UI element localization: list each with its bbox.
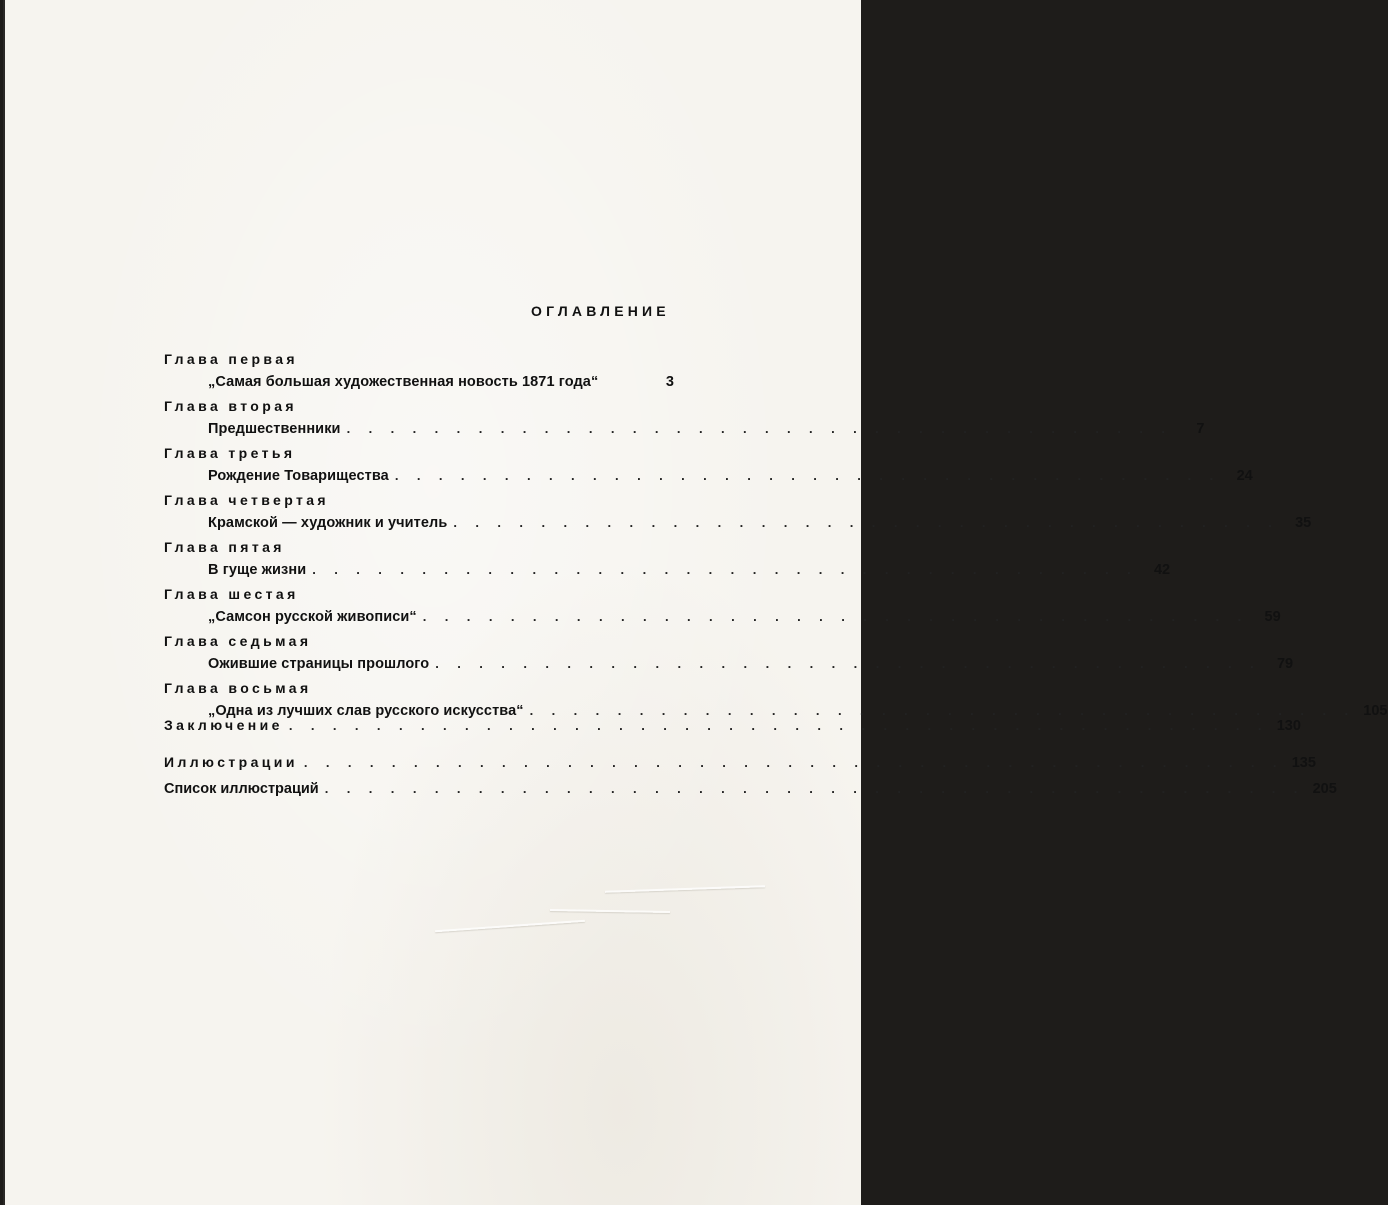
chapter-label: Глава пятая: [164, 539, 285, 555]
page-number: 205: [1312, 781, 1337, 797]
page-number: 130: [1276, 718, 1301, 734]
chapter-label: Глава первая: [164, 351, 298, 367]
page-number: 3: [665, 374, 674, 390]
toc-entry-illustrations[interactable]: [164, 754, 1316, 777]
toc-title: ОГЛАВЛЕНИЕ: [531, 303, 670, 319]
book-page: [3, 0, 1388, 1205]
toc-entry[interactable]: [208, 562, 1171, 578]
chapter-title: Крамской — художник и учитель: [208, 515, 448, 531]
leader-dots: . . . . . . . . . . . . . . . . . . . . . . . . . . . . . . . . . . . . . .: [422, 609, 1249, 624]
paper-scratch: [550, 909, 670, 913]
page-number: 7: [1196, 421, 1205, 437]
toc-entry[interactable]: [208, 468, 1253, 484]
leader-dots: . . . . . . . . . . . . . . . . . . . . . . . . . . . . . . . . . . . . . .: [346, 421, 1173, 436]
toc-entry[interactable]: [208, 421, 1205, 437]
toc-entry-conclusion[interactable]: [164, 717, 1301, 740]
page-number: 24: [1236, 468, 1253, 484]
conclusion-title: Заключение: [164, 717, 283, 733]
leader-dots: . . . . . . . . . . . . . . . . . . . . . . . . . . . . . . . . . . . . . .: [453, 515, 1280, 530]
page-number: 35: [1295, 515, 1312, 531]
toc-chapter-6: [164, 586, 1281, 633]
toc-chapter-2: [164, 398, 1205, 445]
leader-dots: . . . . . . . . . . . . . . . . . . . . . . . . . . . . . . . . . . . . . .: [529, 703, 1356, 718]
page-number: 79: [1276, 656, 1294, 672]
paper-scratch: [605, 885, 765, 893]
toc-entry[interactable]: [208, 374, 674, 390]
toc-chapter-5: [164, 539, 1171, 586]
chapter-title: Рождение Товарищества: [208, 468, 389, 484]
chapter-title: „Самсон русской живописи“: [208, 609, 417, 625]
page-number: 42: [1153, 562, 1171, 578]
chapter-label: Глава восьмая: [164, 680, 312, 696]
page-number: 135: [1291, 755, 1316, 771]
toc-chapter-7: [164, 633, 1294, 680]
leader-dots: . . . . . . . . . . . . . . . . . . . . . . . . . . . . . . . . . . . . . . . . . . . . .: [303, 755, 1284, 770]
toc-entry[interactable]: [208, 515, 1312, 531]
chapter-title: В гуще жизни: [208, 562, 307, 578]
leader-dots: . . . . . . . . . . . . . . . . . . . . . . . . . . . . . . . . . . . . . .: [435, 656, 1262, 671]
chapter-label: Глава шестая: [164, 586, 299, 602]
chapter-title: Предшественники: [208, 421, 341, 437]
leader-dots: . . . . . . . . . . . . . . . . . . . . . . . . . . . . . . . . . . . . . . . . . . . . .: [324, 781, 1305, 796]
toc-entry[interactable]: [208, 609, 1281, 625]
toc-entry-illustrations-list[interactable]: [164, 781, 1337, 804]
chapter-title: „Самая большая художественная новость 1871 года“: [208, 374, 599, 390]
illustrations-title: Иллюстрации: [164, 754, 298, 770]
page-number: 59: [1264, 609, 1281, 625]
page-number: 105: [1363, 703, 1388, 719]
illustrations-list-title: Список иллюстраций: [164, 781, 319, 797]
leader-dots: . . . . . . . . . . . . . . . . . . . . . . . . . . . . . . . . . . . . . .: [394, 468, 1221, 483]
toc-chapter-1: [164, 351, 674, 398]
table-of-contents: [164, 351, 1388, 804]
toc-chapter-4: [164, 492, 1312, 539]
paper-scratch: [435, 920, 585, 932]
leader-dots: . . . . . . . . . . . . . . . . . . . . . . . . . . . . . . . . . . . . . .: [312, 562, 1139, 577]
toc-entry[interactable]: [208, 656, 1294, 672]
chapter-title: Ожившие страницы прошлого: [208, 656, 430, 672]
toc-chapter-3: [164, 445, 1253, 492]
chapter-title: „Одна из лучших слав русского искусства“: [208, 703, 524, 719]
chapter-label: Глава четвертая: [164, 492, 329, 508]
chapter-label: Глава третья: [164, 445, 296, 461]
leader-dots: . . . . . . . . . . . . . . . . . . . . . . . . . . . . . . . . . . . . . . . . . . . . .: [288, 718, 1269, 733]
chapter-label: Глава седьмая: [164, 633, 312, 649]
chapter-label: Глава вторая: [164, 398, 297, 414]
